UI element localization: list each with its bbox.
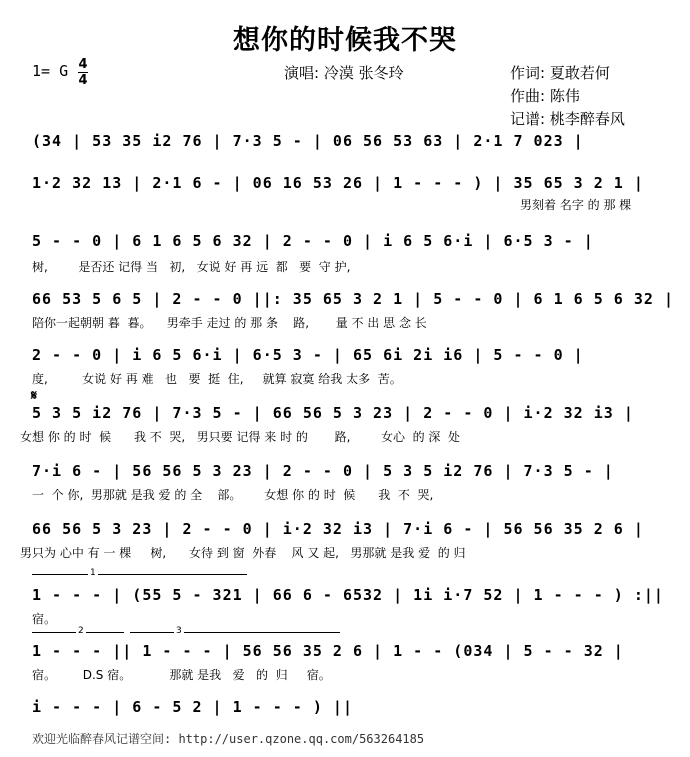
time-signature [78,58,88,87]
notation-line: 5 3 5 i2 76 | 7·3 5 - | 66 56 5 3 23 | 2 - - 0 | i·2 32 i3 | [32,404,634,422]
notation-line: (34 | 53 35 i2 76 | 7·3 5 - | 06 56 53 63 | 2·1 7 023 | [32,132,584,150]
notation-line: 1·2 32 13 | 2·1 6 - | 06 16 53 26 | 1 - - - ) | 35 65 3 2 1 | [32,174,644,192]
footer-link-text[interactable]: 欢迎光临醉春风记谱空间: http://user.qzone.qq.com/563264185 [32,732,425,746]
lyricist-credit: 作词: 夏敢若何 [510,64,610,82]
volta-bracket-3 [130,632,340,633]
notation-line: 2 - - 0 | i 6 5 6·i | 6·5 3 - | 65 6i 2i i6 | 5 - - 0 | [32,346,584,364]
singer-credit: 演唱: 冷漠 张冬玲 [284,64,404,82]
lyric-line: 男刻着 名字 的 那 棵 [520,198,632,212]
notation-line: 5 - - 0 | 6 1 6 5 6 32 | 2 - - 0 | i 6 5 6·i | 6·5 3 - | [32,232,594,250]
segno-sign: 𝄋 [31,388,38,404]
song-title: 想你的时候我不哭 [233,25,457,56]
notation-line: 7·i 6 - | 56 56 5 3 23 | 2 - - 0 | 5 3 5 i2 76 | 7·3 5 - | [32,462,614,480]
lyric-line: 宿。 [32,612,57,626]
arranger-credit: 记谱: 桃李醉春风 [510,110,625,128]
lyric-line: 女想 你 的 时 候 我 不 哭, 男只要 记得 来 时 的 路, 女心 的 深 处 [20,430,461,444]
notation-line: 66 53 5 6 5 | 2 - - 0 ||: 35 65 3 2 1 | 5 - - 0 | 6 1 6 5 6 32 | [32,290,674,308]
lyric-line: 男只为 心中 有 一 棵 树, 女待 到 窗 外春 风 又 起, 男那就 是我 爱 的 归 [20,546,466,560]
lyric-line: 树, 是否还 记得 当 初, 女说 好 再 远 都 要 守 护, [32,260,351,274]
volta-number-1: 1 [90,568,96,578]
lyric-line: 一 个 你, 男那就 是我 爱 的 全 部。 女想 你 的 时 候 我 不 哭, [32,488,434,502]
notation-line: 1 - - - | (55 5 - 321 | 66 6 - 6532 | 1i i·7 52 | 1 - - - ) :|| [32,586,664,604]
notation-line: 66 56 5 3 23 | 2 - - 0 | i·2 32 i3 | 7·i 6 - | 56 56 35 2 6 | [32,520,644,538]
notation-line: 1 - - - || 1 - - - | 56 56 35 2 6 | 1 - - (034 | 5 - - 32 | [32,642,624,660]
time-signature-bottom: 4 [78,73,88,88]
time-signature-top: 4 [78,57,88,72]
lyric-line: 度, 女说 好 再 难 也 要 挺 住, 就算 寂寞 给我 太多 苦。 [32,372,402,386]
lyric-line: 陪你一起朝朝 暮 暮。 男牵手 走过 的 那 条 路, 量 不 出 思 念 长 [32,316,427,330]
volta-bracket-1 [32,574,247,575]
composer-credit: 作曲: 陈伟 [510,87,580,105]
key-signature: 1= G [32,62,69,80]
volta-number-2: 2 [78,626,84,636]
notation-line: i - - - | 6 - 5 2 | 1 - - - ) || [32,698,353,716]
volta-number-3: 3 [176,626,182,636]
lyric-line: 宿。 D.S 宿。 那就 是我 爱 的 归 宿。 [32,668,331,682]
